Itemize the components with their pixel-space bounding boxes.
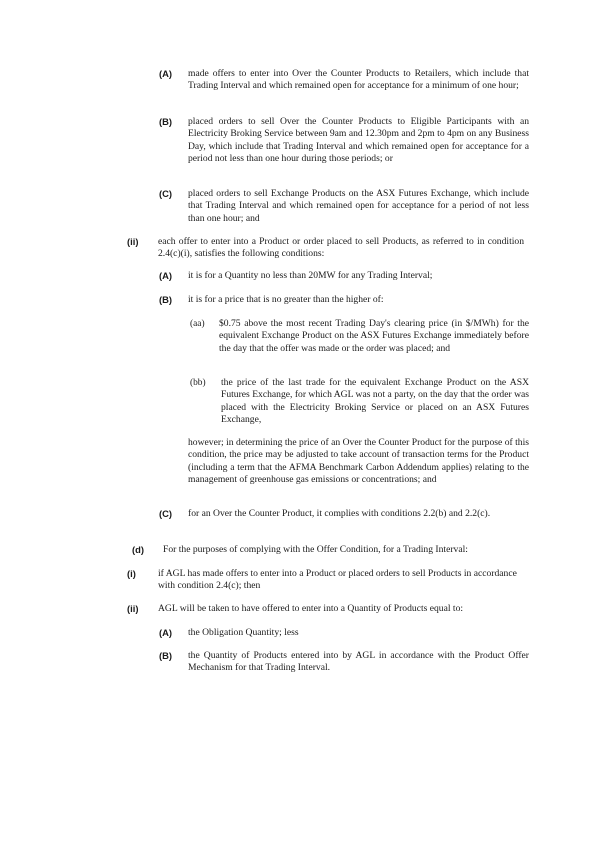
item-label: (C) (159, 188, 173, 199)
item-text: the price of the last trade for the equivalent Exchange Product on the ASX Futures Exchange, for which AGL was not a party, on the day that the order was placed with the Electricity Broking Service or placed on an ASX Futures Exchange, (221, 377, 529, 425)
item-label: (A) (159, 270, 173, 281)
item-text: if AGL has made offers to enter into a Product or placed orders to sell Products in accordance with condition 2.4(c); then (158, 568, 517, 592)
however-paragraph: however; in determining the price of an Over the Counter Product for the purpose of this condition, the price may be adjusted to take account of transaction terms for the Product (including a term that the AFMA Benchmark Carbon Addendum applies) relating to the management of greenhouse gas emissions or concentrations; and (188, 437, 529, 485)
item-label: (i) (127, 568, 136, 579)
item-text: each offer to enter into a Product or order placed to sell Products, as referred to in condition 2.4(c)(i), satisfies the following conditions: (158, 236, 524, 260)
item-label: (ii) (127, 603, 139, 614)
item-label: (B) (159, 116, 173, 127)
item-label: (bb) (190, 378, 206, 388)
item-text: placed orders to sell Over the Counter Products to Eligible Participants with an Electricity Broking Service between 9am and 12.30pm and 2pm to 4pm on any Business Day, which include that Trading Interval and which remained open for acceptance for a period not less than one hour during those periods; or (188, 116, 529, 164)
item-text: $0.75 above the most recent Trading Day's clearing price (in $/MWh) for the equivalent Exchange Product on the ASX Futures Exchange immediately before the day that the offer was made or the order was placed; and (219, 318, 529, 354)
item-text: the Quantity of Products entered into by AGL in accordance with the Product Offer Mechanism for that Trading Interval. (188, 650, 529, 674)
item-text: placed orders to sell Exchange Products on the ASX Futures Exchange, which include that Trading Interval and which remained open for acceptance for a period of not less than one hour; and (188, 188, 529, 224)
item-text: for an Over the Counter Product, it complies with conditions 2.2(b) and 2.2(c). (188, 508, 491, 519)
item-label: (aa) (190, 319, 205, 329)
item-text: it is for a Quantity no less than 20MW for any Trading Interval; (188, 270, 433, 281)
item-text: AGL will be taken to have offered to enter into a Quantity of Products equal to: (158, 603, 464, 614)
item-label: (A) (159, 68, 173, 79)
item-text: it is for a price that is no greater than the higher of: (188, 294, 384, 305)
item-label: (ii) (127, 236, 139, 247)
item-text: made offers to enter into Over the Counter Products to Retailers, which include that Trading Interval and which remained open for acceptance for a minimum of one hour; (188, 68, 529, 92)
item-label: (B) (159, 650, 173, 661)
item-text: For the purposes of complying with the Offer Condition, for a Trading Interval: (163, 544, 468, 555)
item-label: (d) (132, 544, 144, 555)
item-label: (B) (159, 294, 173, 305)
item-text: the Obligation Quantity; less (188, 627, 299, 638)
item-label: (A) (159, 627, 173, 638)
item-label: (C) (159, 508, 173, 519)
